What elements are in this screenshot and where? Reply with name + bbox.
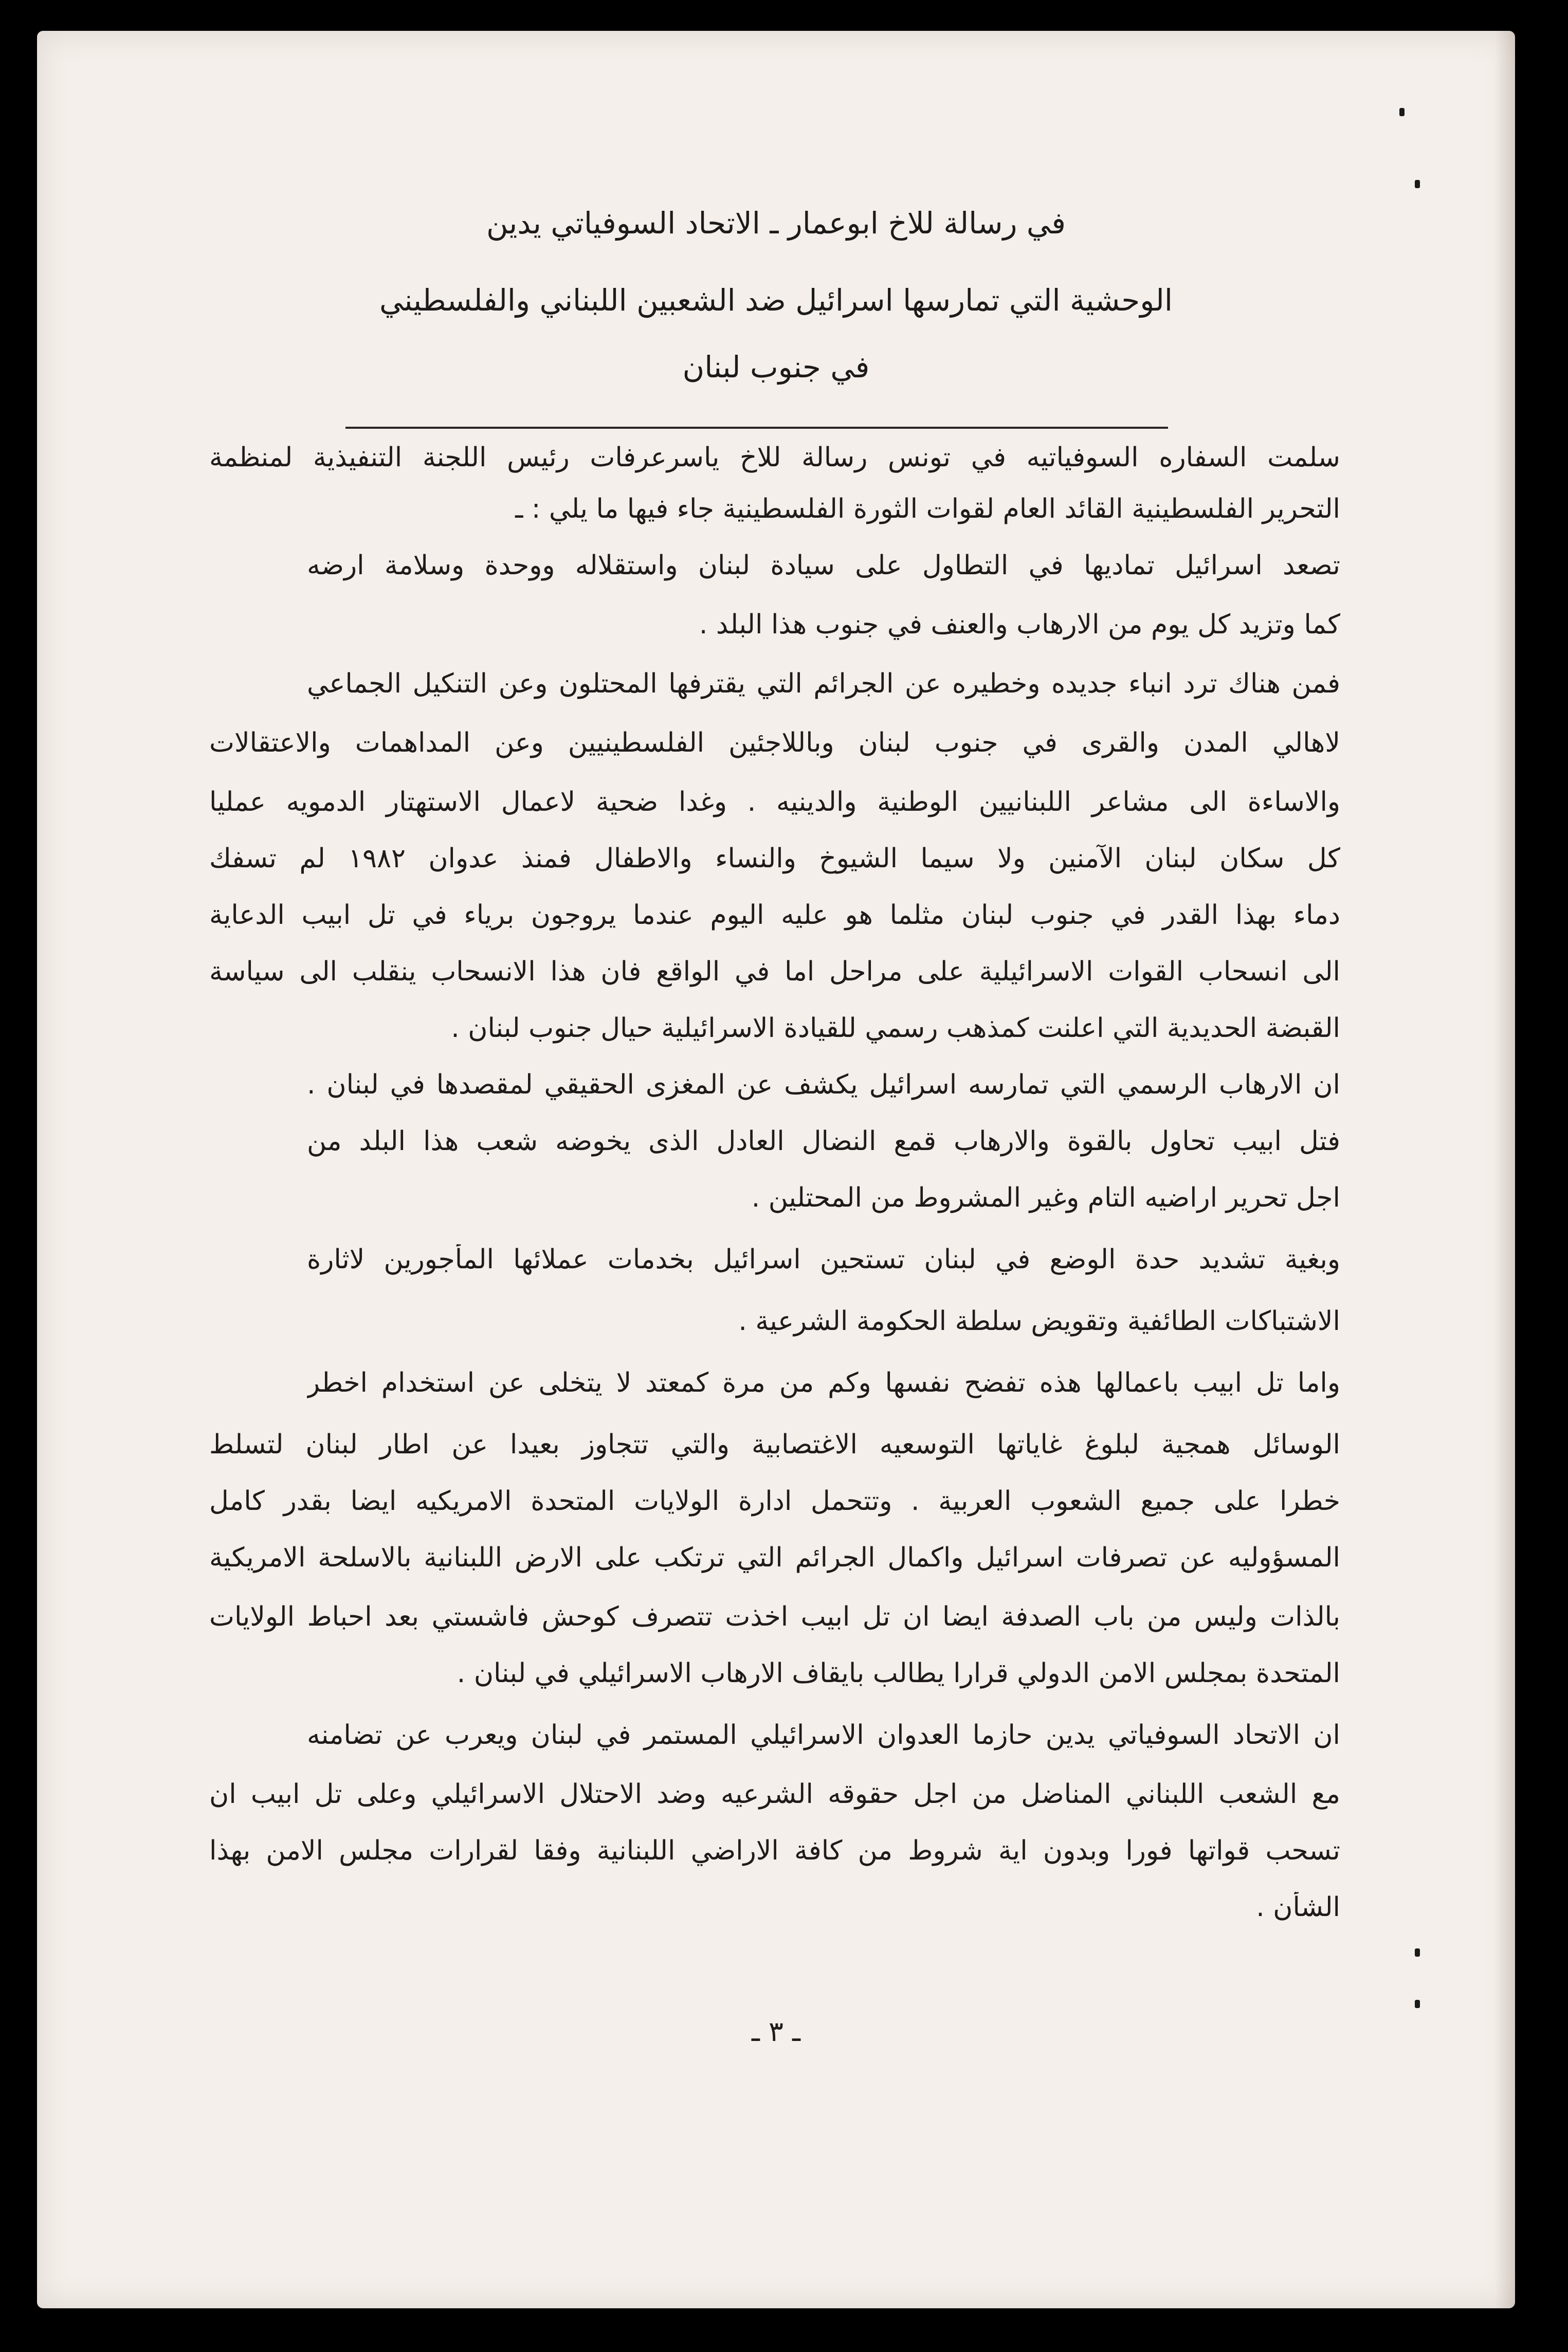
punch-mark [1399,108,1405,116]
body-line: فمن هناك ترد انباء جديده وخطيره عن الجرائم التي يقترفها المحتلون وعن التنكيل الجماعي [307,668,1340,699]
document-page [37,31,1515,2308]
body-line: المتحدة بمجلس الامن الدولي قرارا يطالب بايقاف الارهاب الاسرائيلي في لبنان . [457,1658,1340,1689]
punch-mark [1415,180,1420,188]
heading-line-1: في رسالة للاخ ابوعمار ـ الاتحاد السوفياتي يدين [486,206,1066,241]
body-line: والاساءة الى مشاعر اللبنانيين الوطنية والدينيه . وغدا ضحية لاعمال الاستهتار الدمويه عمليا [209,787,1340,817]
body-line: القبضة الحديدية التي اعلنت كمذهب رسمي للقيادة الاسرائيلية حيال جنوب لبنان . [451,1013,1340,1044]
body-line: التحرير الفلسطينية القائد العام لقوات الثورة الفلسطينية جاء فيها ما يلي : ـ [515,494,1340,524]
body-line: خطرا على جميع الشعوب العربية . وتتحمل ادارة الولايات المتحدة الامريكيه ايضا بقدر كامل [209,1486,1340,1517]
body-line: دماء بهذا القدر في جنوب لبنان مثلما هو عليه اليوم عندما يروجون برياء في تل ابيب الدعاية [209,900,1340,931]
body-line: الوسائل همجية لبلوغ غاياتها التوسعيه الاغتصابية والتي تتجاوز بعيدا عن اطار لبنان لتسلط [209,1429,1340,1460]
heading-divider [345,427,1168,429]
body-line: الى انسحاب القوات الاسرائيلية على مراحل اما في الواقع فان هذا الانسحاب ينقلب الى سياسة [209,956,1340,987]
body-line: لاهالي المدن والقرى في جنوب لبنان وباللاجئين الفلسطينيين وعن المداهمات والاعتقالات [209,727,1340,758]
body-line: تصعد اسرائيل تماديها في التطاول على سيادة لبنان واستقلاله ووحدة وسلامة ارضه [307,550,1340,581]
body-line: مع الشعب اللبناني المناضل من اجل حقوقه الشرعيه وضد الاحتلال الاسرائيلي وعلى تل ابيب ان [209,1779,1340,1810]
body-line: المسؤوليه عن تصرفات اسرائيل واكمال الجرائم التي ترتكب على الارض اللبنانية بالاسلحة الامريكية [209,1542,1340,1573]
body-line: سلمت السفاره السوفياتيه في تونس رسالة للاخ ياسرعرفات رئيس اللجنة التنفيذية لمنظمة [209,442,1340,473]
body-line: الشأن . [1256,1892,1340,1923]
body-line: الاشتباكات الطائفية وتقويض سلطة الحكومة الشرعية . [738,1306,1340,1337]
punch-mark [1415,1948,1420,1957]
body-line: كل سكان لبنان الآمنين ولا سيما الشيوخ والنساء والاطفال فمنذ عدوان ١٩٨٢ لم تسفك [209,843,1340,874]
body-line: ان الاتحاد السوفياتي يدين حازما العدوان الاسرائيلي المستمر في لبنان ويعرب عن تضامنه [307,1720,1340,1751]
body-line: واما تل ابيب باعمالها هذه تفضح نفسها وكم من مرة كمعتد لا يتخلى عن استخدام اخطر [307,1368,1340,1398]
heading-line-3: في جنوب لبنان [682,350,870,385]
body-line: كما وتزيد كل يوم من الارهاب والعنف في جنوب هذا البلد . [699,609,1340,640]
punch-mark [1415,2000,1420,2008]
body-line: فتل ابيب تحاول بالقوة والارهاب قمع النضال العادل الذى يخوضه شعب هذا البلد من [307,1126,1340,1157]
body-line: ان الارهاب الرسمي التي تمارسه اسرائيل يكشف عن المغزى الحقيقي لمقصدها في لبنان . [307,1069,1340,1100]
body-line: تسحب قواتها فورا وبدون اية شروط من كافة الاراضي اللبنانية وفقا لقرارات مجلس الامن بهذا [209,1835,1340,1866]
body-line: بالذات وليس من باب الصدفة ايضا ان تل ابيب اخذت تتصرف كوحش فاشستي بعد احباط الولايات [209,1601,1340,1632]
body-line: وبغية تشديد حدة الوضع في لبنان تستحين اسرائيل بخدمات عملائها المأجورين لاثارة [307,1244,1340,1275]
body-line: اجل تحرير اراضيه التام وغير المشروط من المحتلين . [751,1182,1340,1213]
page-number: ـ ٣ ـ [751,2015,800,2048]
heading-line-2: الوحشية التي تمارسها اسرائيل ضد الشعبين اللبناني والفلسطيني [379,283,1173,318]
